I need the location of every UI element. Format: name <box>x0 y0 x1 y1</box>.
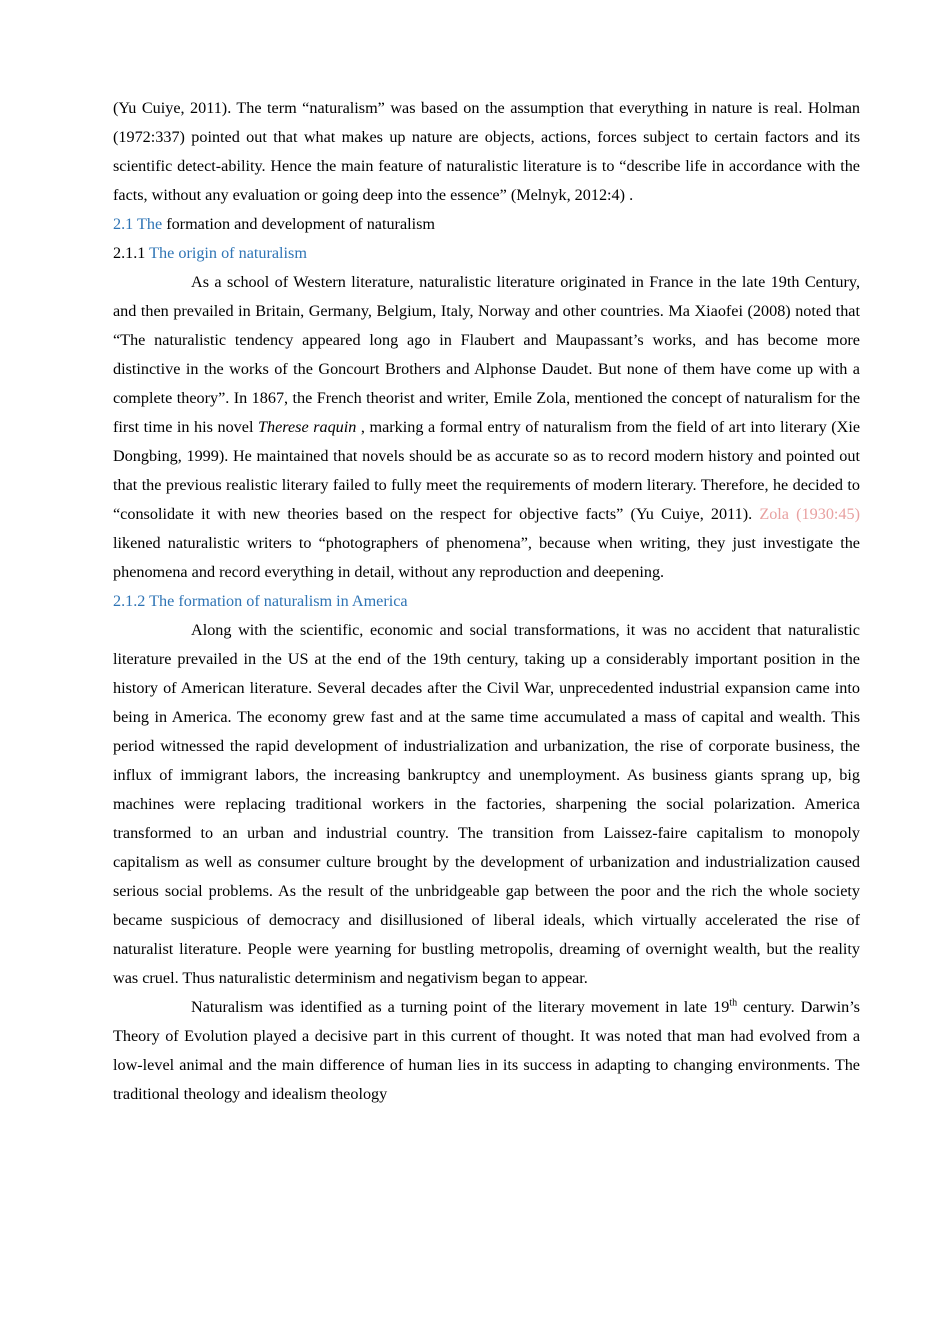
run-text: century. Darwin’s Theory of Evolution played a decisive part in this current of thought. It was noted that man had evolved from a low-level animal and the main difference of human lies in its success in adapting to changing environments. The traditional theology and idealism theology <box>113 998 860 1103</box>
heading-2-1 <box>113 210 860 239</box>
heading-2-1-1 <box>113 239 860 268</box>
run-text: As a school of Western literature, naturalistic literature originated in France in the late 19th Century, and then prevailed in Britain, Germany, Belgium, Italy, Norway and other countries. Ma Xiaofei (2008) noted that “The naturalistic tendency appeared long ago in Flaubert and Maupassant’s works, and has become more distinctive in the works of the Goncourt Brothers and Alphonse Daudet. But none of them have come up with a complete theory”. In 1867, the French theorist and writer, Emile Zola, mentioned the concept of naturalism for the first time in his novel <box>113 273 860 436</box>
paragraph-darwin-evolution <box>113 993 860 1109</box>
novel-title-therese-raquin: Therese raquin <box>258 418 357 436</box>
paragraph-origin-of-naturalism <box>113 268 860 587</box>
heading-2-1-number: 2.1 The <box>113 215 163 233</box>
paragraph-intro: (Yu Cuiye, 2011). The term “naturalism” was based on the assumption that everything in nature is real. Holman (1972:337) pointed out that what makes up nature are objects, actions, forces subject to certain factors and its scientific detect-ability. Hence the main feature of naturalistic literature is to “describe life in accordance with the facts, without any evaluation or going deep into the essence” (Melnyk, 2012:4) . <box>113 99 860 204</box>
run-text: likened naturalistic writers to “photographers of phenomena”, because when writing, they just investigate the phenomena and record everything in detail, without any reproduction and deepening. <box>113 534 860 581</box>
ordinal-suffix-superscript: th <box>729 997 738 1009</box>
run-text: , marking a formal entry of naturalism from the field of art into literary (Xie Dongbing, 1999). He maintained that novels should be as accurate so as to record modern history and pointed out that the previous realistic literary failed to fully meet the requirements of modern literary. Therefore, he decided to “consolidate it with new theories based on the respect for objective facts” (Yu Cuiye, 2011). <box>113 418 861 523</box>
heading-2-1-title: formation and development of naturalism <box>162 215 436 233</box>
heading-2-1-2 <box>113 587 860 616</box>
heading-2-1-2-title: 2.1.2 The formation of naturalism in America <box>113 592 408 610</box>
run-text: Naturalism was identified as a turning point of the literary movement in late 19 <box>191 998 730 1016</box>
page-content-column <box>113 94 860 1109</box>
heading-2-1-1-title: The origin of naturalism <box>149 244 307 262</box>
citation-zola-1930: Zola (1930:45) <box>759 505 861 523</box>
heading-2-1-1-number: 2.1.1 <box>113 244 150 262</box>
paragraph-formation-in-america: Along with the scientific, economic and social transformations, it was no accident that naturalistic literature prevailed in the US at the end of the 19th century, taking up a considerably important position in the history of American literature. Several decades after the Civil War, unprecedented industrial expansion came into being in America. The economy grew fast and at the same time accumulated a mass of capital and wealth. This period witnessed the rapid development of industrialization and urbanization, the rise of corporate business, the influx of immigrant labors, the increasing bankruptcy and unemployment. As business giants sprang up, big machines were replacing traditional workers in the factories, sharpening the social polarization. America transformed to an urban and industrial country. The transition from Laissez-faire capitalism to monopoly capitalism as well as consumer culture brought by the development of urbanization and industrialization caused serious social problems. As the result of the unbridgeable gap between the poor and the rich the whole society became suspicious of democracy and disillusioned of liberal ideals, which virtually accelerated the rise of naturalist literature. People were yearning for bustling metropolis, dreaming of overnight wealth, but the reality was cruel. Thus naturalistic determinism and negativism began to appear. <box>113 621 860 987</box>
